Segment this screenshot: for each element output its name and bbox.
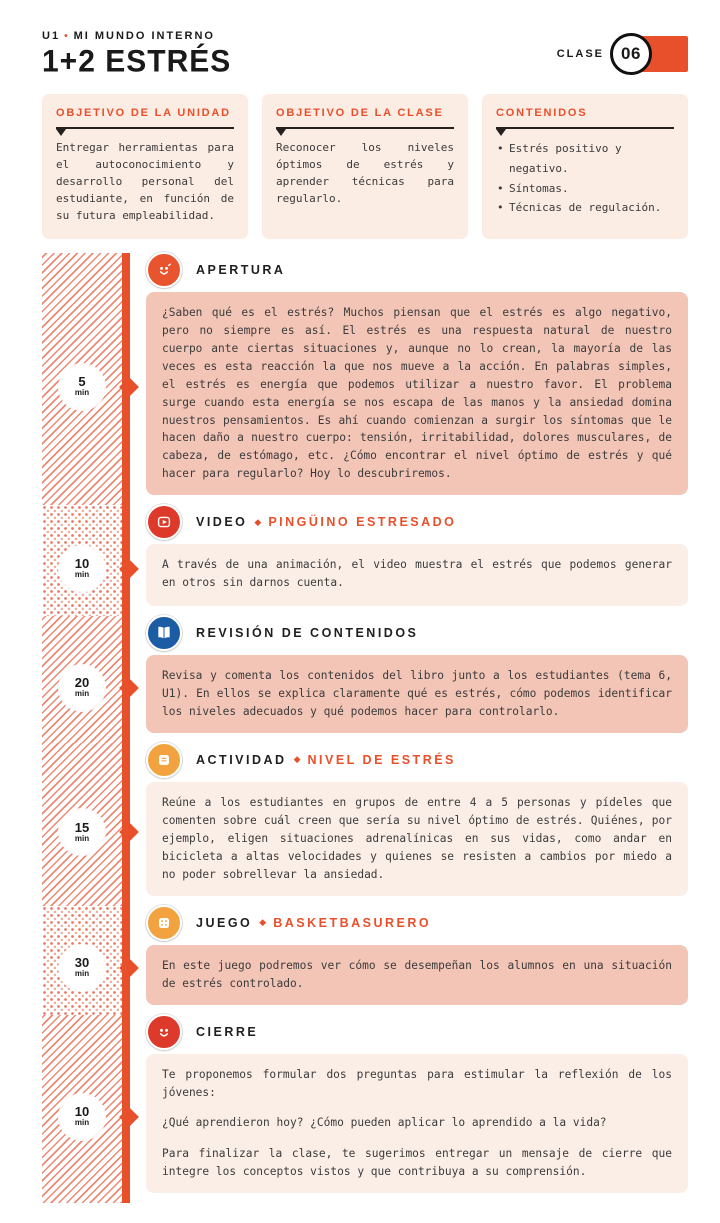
activity-box [146, 292, 688, 495]
duration-value: 5 [78, 374, 86, 390]
contents-card [482, 94, 688, 239]
duration-value: 10 [74, 556, 90, 572]
heading-rule [496, 127, 674, 129]
activity-row-apertura [42, 253, 688, 505]
timeline-segment [42, 253, 130, 505]
duration-value: 30 [74, 955, 90, 971]
heading-rule [276, 127, 454, 129]
closing-face-icon [146, 1014, 182, 1050]
notepad-icon [146, 742, 182, 778]
activity-subtitle: BASKETBASURERO [273, 915, 432, 930]
timeline-segment [42, 1015, 130, 1204]
duration-unit: min [74, 1118, 90, 1128]
activity-paragraph: A través de una animación, el video muestra el estrés que podemos generar en otros sin darnos cuenta. [162, 558, 672, 590]
activity-content [130, 253, 688, 505]
activity-box [146, 544, 688, 606]
list-item: • Síntomas. [509, 179, 674, 199]
list-item: • Estrés positivo y negativo. [509, 139, 674, 179]
activity-title: APERTURA [196, 263, 286, 277]
page-header [42, 30, 688, 78]
opening-face-icon [146, 252, 182, 288]
duration-value: 20 [74, 674, 90, 690]
activity-title: REVISIÓN DE CONTENIDOS [196, 626, 419, 641]
clase-badge-group [557, 36, 688, 72]
duration-unit: min [74, 688, 90, 698]
info-columns [42, 94, 688, 239]
activity-header [146, 253, 688, 287]
activity-row-cierre [42, 1015, 688, 1204]
activity-timeline [42, 253, 688, 1203]
bullet-separator: • [64, 31, 70, 42]
activity-paragraph: En este juego podremos ver cómo se desempeñan los alumnos en una situación de estrés controlado. [162, 958, 672, 990]
contents-heading: CONTENIDOS [496, 107, 588, 119]
duration-badge [60, 1095, 104, 1139]
diamond-separator: ◆ [259, 917, 267, 928]
activity-header [146, 616, 688, 650]
activity-title: ACTIVIDAD [196, 752, 287, 767]
objective-class-card [262, 94, 468, 239]
activity-row-video [42, 505, 688, 616]
activity-row-actividad [42, 743, 688, 906]
activity-title: CIERRE [196, 1024, 259, 1039]
activity-content [130, 1015, 688, 1204]
activity-paragraph: Te proponemos formular dos preguntas para estimular la reflexión de los jóvenes: [162, 1067, 672, 1099]
activity-paragraph: Revisa y comenta los contenidos del libro junto a los estudiantes (tema 6, U1). En ellos se explica claramente qué es estrés, cómo podemos identificar los niveles adecuados y qué podemos hacer para controlarlo. [162, 669, 672, 719]
duration-badge [60, 810, 104, 854]
activity-box [146, 945, 688, 1005]
activity-content [130, 906, 688, 1015]
page-title: 1+2 ESTRÉS [42, 44, 232, 79]
contents-list [496, 139, 674, 218]
clase-label: CLASE [556, 48, 604, 60]
dice-icon [146, 905, 182, 941]
activity-subtitle: NIVEL DE ESTRÉS [307, 752, 456, 767]
activity-box [146, 1054, 688, 1194]
activity-paragraph: ¿Qué aprendieron hoy? ¿Cómo pueden aplicar lo aprendido a la vida? [162, 1116, 607, 1130]
activity-row-juego [42, 906, 688, 1015]
clase-badge [621, 36, 688, 72]
objective-class-heading: OBJETIVO DE LA CLASE [276, 107, 444, 119]
heading-rule [56, 127, 234, 129]
unit-kicker [42, 30, 231, 42]
duration-badge [60, 666, 104, 710]
objective-class-body: Reconocer los niveles óptimos de estrés y aprender técnicas para regularlo. [276, 141, 454, 206]
activity-content [130, 616, 688, 743]
diamond-separator: ◆ [254, 516, 262, 527]
objective-unit-card [42, 94, 248, 239]
activity-box [146, 655, 688, 733]
duration-unit: min [74, 969, 90, 979]
activity-header [146, 505, 688, 539]
activity-row-revision [42, 616, 688, 743]
video-play-icon [146, 504, 182, 540]
diamond-separator: ◆ [293, 754, 301, 765]
objective-unit-heading: OBJETIVO DE LA UNIDAD [56, 107, 231, 119]
timeline-segment [42, 743, 130, 906]
clase-number: 06 [610, 33, 652, 75]
activity-paragraph: ¿Saben qué es el estrés? Muchos piensan que el estrés es algo negativo, pero no siempre es así. El estrés es una respuesta natural de nuestro cuerpo ante ciertas situaciones y, aunque no lo crean, la mayoría de las veces es esta reacción la que nos mueve a la acción. En palabras simples, el estrés es energía que podemos utilizar a nuestro favor. El problema surge cuando esta energía se nos escapa de las manos y la ansiedad domina nuestros pensamientos. Es ahí cuando comienzan a surgir los síntomas que le hacen daño a nuestro cuerpo: tensión, irritabilidad, dolores musculares, de cabeza, de estómago, etc. ¿Cómo encontrar el nivel óptimo de estrés y qué hacer para regularlo? Hoy lo descubriremos. [162, 306, 672, 481]
activity-paragraph: Para finalizar la clase, te sugerimos entregar un mensaje de cierre que integre los conceptos vistos y que contribuya a su comprensión. [162, 1147, 672, 1179]
list-item: • Técnicas de regulación. [509, 198, 674, 218]
activity-header [146, 1015, 688, 1049]
activity-title: VIDEO [196, 515, 248, 530]
book-icon [146, 615, 182, 651]
activity-box [146, 782, 688, 896]
activity-title: JUEGO [196, 915, 253, 930]
activity-header [146, 743, 688, 777]
objective-unit-body: Entregar herramientas para el autoconocimiento y desarrollo personal del estudiante, en función de su futura empleabilidad. [56, 141, 234, 223]
timeline-segment [42, 906, 130, 1015]
duration-value: 15 [74, 819, 90, 835]
timeline-segment [42, 616, 130, 743]
unit-label: U1 [42, 30, 61, 42]
duration-badge [60, 365, 104, 409]
duration-value: 10 [74, 1104, 90, 1120]
activity-paragraph: Reúne a los estudiantes en grupos de entre 4 a 5 personas y pídeles que comenten sobre cuál creen que sería su nivel óptimo de estrés. Quiénes, por ejemplo, eligen situaciones adrenalínicas en sus vidas, como andar en bicicleta a altas velocidades y quienes se resisten a cambios por miedo a no poder sobrellevar la ansiedad. [162, 795, 672, 881]
duration-badge [60, 946, 104, 990]
duration-unit: min [74, 570, 90, 580]
duration-unit: min [74, 388, 90, 398]
activity-subtitle: PINGÜINO ESTRESADO [268, 515, 457, 530]
activity-content [130, 743, 688, 906]
activity-header [146, 906, 688, 940]
header-left [42, 30, 231, 78]
duration-badge [60, 547, 104, 591]
duration-unit: min [74, 833, 90, 843]
timeline-segment [42, 505, 130, 616]
activity-content [130, 505, 688, 616]
unit-name: MI MUNDO INTERNO [73, 30, 215, 42]
